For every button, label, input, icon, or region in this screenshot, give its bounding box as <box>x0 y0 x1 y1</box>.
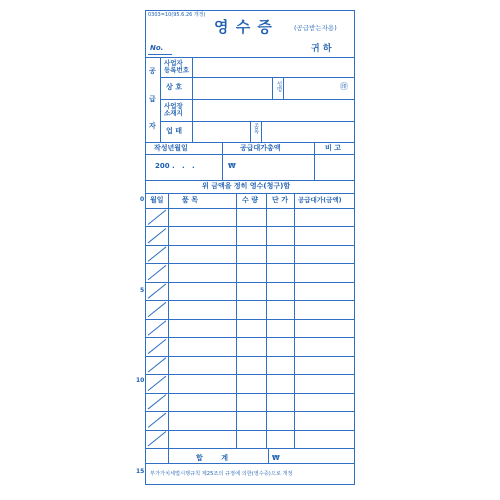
table-row-line <box>146 356 354 357</box>
date-cell-slash <box>148 395 166 409</box>
form-code: 0303=10(95.6.26 개정) <box>148 12 206 18</box>
col-header-amount: 공급대가(금액) <box>298 196 342 204</box>
total-divider <box>268 448 269 463</box>
total-won-symbol: ₩ <box>272 454 280 462</box>
supplier-side-3: 자 <box>149 122 156 130</box>
margin-number-0: 0 <box>140 196 145 203</box>
summary-won-symbol: ₩ <box>228 162 236 170</box>
receipt-form <box>145 10 355 485</box>
date-cell-slash <box>148 228 166 242</box>
table-row-line <box>146 300 354 301</box>
date-cell-slash <box>148 284 166 298</box>
date-cell-slash <box>148 321 166 335</box>
receipt-statement: 위 금액을 정히 영수(청구)함 <box>202 182 291 190</box>
table-header-line <box>146 208 354 209</box>
summary-header-line <box>146 154 354 155</box>
statement-top-border <box>146 180 354 181</box>
table-row-line <box>146 374 354 375</box>
table-row-line <box>146 282 354 283</box>
table-col-divider-3 <box>266 193 267 448</box>
date-cell-slash <box>148 247 166 261</box>
margin-number-15: 15 <box>136 468 145 475</box>
business-type-label: 업 태 <box>166 127 182 135</box>
table-col-divider-2 <box>236 193 237 448</box>
table-row-line <box>146 226 354 227</box>
table-row-line <box>146 319 354 320</box>
summary-top-border <box>146 142 354 143</box>
total-top-border <box>146 448 354 449</box>
date-cell-slash <box>148 210 166 224</box>
name-divider-right <box>283 77 284 99</box>
col-header-price: 단 가 <box>272 196 288 204</box>
item-type-label: 종목 <box>252 123 259 134</box>
form-title: 영 수 증 <box>214 18 273 36</box>
supplier-row-2-line <box>160 99 354 100</box>
summary-date-value: 200 . . . <box>155 162 195 170</box>
address-label: 사업장 소재지 <box>164 102 183 118</box>
footer-top-border <box>146 463 354 464</box>
col-header-qty: 수 량 <box>242 196 258 204</box>
date-cell-slash <box>148 302 166 316</box>
item-type-divider-right <box>261 121 262 142</box>
table-row-line <box>146 430 354 431</box>
table-row-line <box>146 337 354 338</box>
summary-date-header: 작성년월일 <box>154 144 188 152</box>
summary-divider-2 <box>314 142 315 180</box>
table-col-divider-1 <box>168 193 169 463</box>
supplier-row-3-line <box>160 121 354 122</box>
supplier-top-border <box>146 57 354 58</box>
date-cell-slash <box>148 358 166 372</box>
summary-divider-1 <box>222 142 223 180</box>
name-label: 성명 <box>275 81 282 92</box>
form-title-sub: (공급받는자용) <box>294 24 337 32</box>
margin-number-10: 10 <box>136 377 145 384</box>
col-header-item: 품 목 <box>182 196 198 204</box>
col-header-date: 월일 <box>150 196 164 204</box>
company-label: 상 호 <box>166 83 182 91</box>
table-row-line <box>146 393 354 394</box>
name-divider-left <box>272 77 273 99</box>
supplier-side-1: 공 <box>149 67 156 75</box>
table-row-line <box>146 263 354 264</box>
table-col-divider-4 <box>294 193 295 448</box>
date-cell-slash <box>148 265 166 279</box>
summary-note-header: 비 고 <box>325 144 341 152</box>
date-cell-slash <box>148 432 166 446</box>
summary-amount-header: 공급대가총액 <box>240 144 281 152</box>
item-type-divider-left <box>250 121 251 142</box>
footer-note: 부가가치세법시행규칙 제25조의 규정에 의한(영수증)으로 개정 <box>150 471 293 477</box>
margin-number-5: 5 <box>140 287 145 294</box>
table-row-line <box>146 245 354 246</box>
date-cell-slash <box>148 376 166 390</box>
no-underline <box>148 54 172 55</box>
reg-no-label: 사업자 등록번호 <box>164 59 190 75</box>
no-label: No. <box>150 44 164 52</box>
recipient-suffix: 귀 하 <box>311 44 332 54</box>
supplier-side-2: 급 <box>149 95 156 103</box>
date-cell-slash <box>148 413 166 427</box>
seal-mark: ㊞ <box>340 82 348 91</box>
total-label: 합 계 <box>196 454 236 462</box>
date-cell-slash <box>148 339 166 353</box>
table-top-border <box>146 193 354 194</box>
table-row-line <box>146 411 354 412</box>
supplier-row-1-line <box>160 77 354 78</box>
